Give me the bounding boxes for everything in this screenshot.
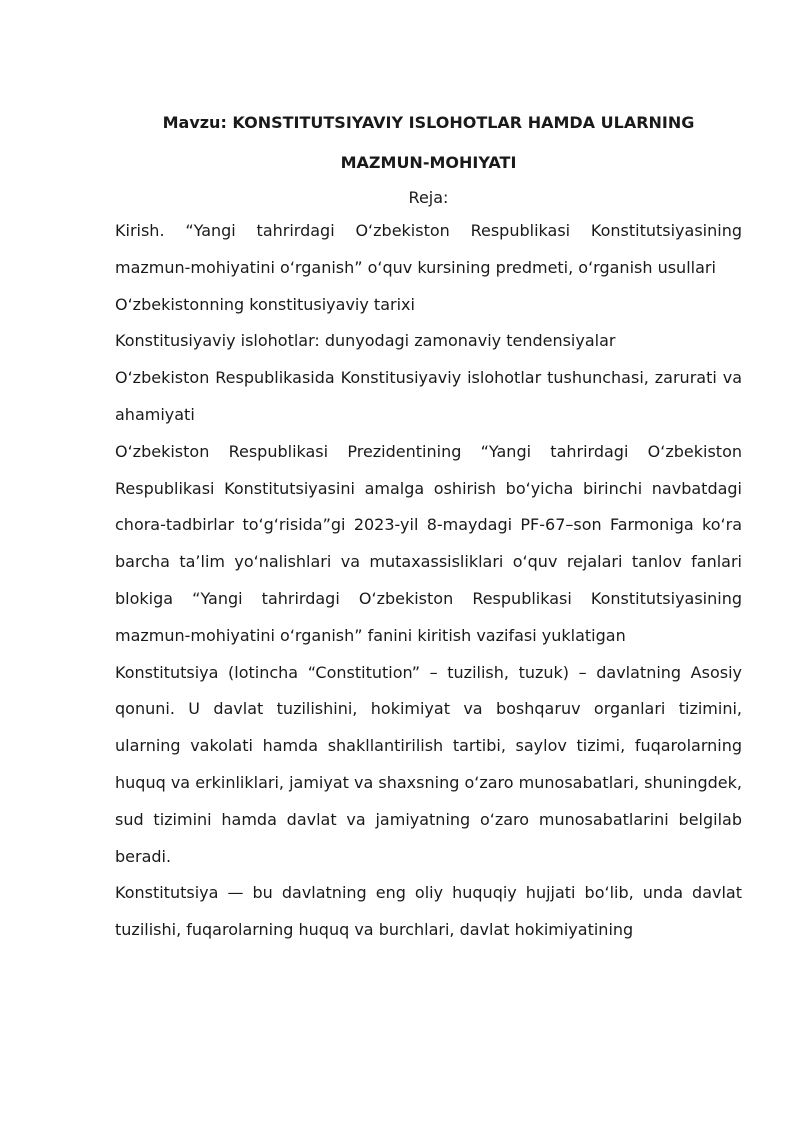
- document-content: [115, 103, 742, 949]
- paragraph: O‘zbekiston Respublikasi Prezidentining “Yangi tahrirdagi O‘zbekiston Respublikasi Konstitutsiyasini amalga oshirish bo‘yicha birinchi navbatdagi chora-tadbirlar to‘g‘risida”gi 2023-yil 8-maydagi PF-67–son Farmoniga ko‘ra barcha ta’lim yo‘nalishlari va mutaxassisliklari o‘quv rejalari tanlov fanlari blokiga “Yangi tahrirdagi O‘zbekiston Respublikasi Konstitutsiyasining mazmun-mohiyatini o‘rganish” fanini kiritish vazifasi yuklatigan: [115, 441, 742, 645]
- paragraph: O‘zbekistonning konstitusiyaviy tarixi: [115, 294, 415, 314]
- plan-heading: Reja:: [408, 188, 449, 207]
- paragraph: Konstitutsiya (lotincha “Constitution” – tuzilish, tuzuk) – davlatning Asosiy qonuni. U davlat tuzilishini, hokimiyat va boshqaruv organlari tizimini, ularning vakolati hamda shakllantirilish tartibi, saylov tizimi, fuqarolarning huquq va erkinliklari, jamiyat va shaxsning o‘zaro munosabatlari, shuningdek, sud tizimini hamda davlat va jamiyatning o‘zaro munosabatlarini belgilab beradi.: [115, 662, 742, 866]
- paragraph: O‘zbekiston Respublikasida Konstitusiyaviy islohotlar tushunchasi, zarurati va ahamiyati: [115, 368, 742, 424]
- paragraph: Konstitutsiya — bu davlatning eng oliy huquqiy hujjati bo‘lib, unda davlat tuzilishi, fuqarolarning huquq va burchlari, davlat hokimiyatining: [115, 883, 742, 940]
- paragraph: Kirish. “Yangi tahrirdagi O‘zbekiston Respublikasi Konstitutsiyasining mazmun-mohiyatini o‘rganish” o‘quv kursining predmeti, o‘rganish usullari: [115, 221, 742, 277]
- paragraph: Konstitusiyaviy islohotlar: dunyodagi zamonaviy tendensiyalar: [115, 331, 616, 351]
- document-title: Mavzu: KONSTITUTSIYAVIY ISLOHOTLAR HAMDA ULARNING MAZMUN-MOHIYATI: [162, 113, 695, 172]
